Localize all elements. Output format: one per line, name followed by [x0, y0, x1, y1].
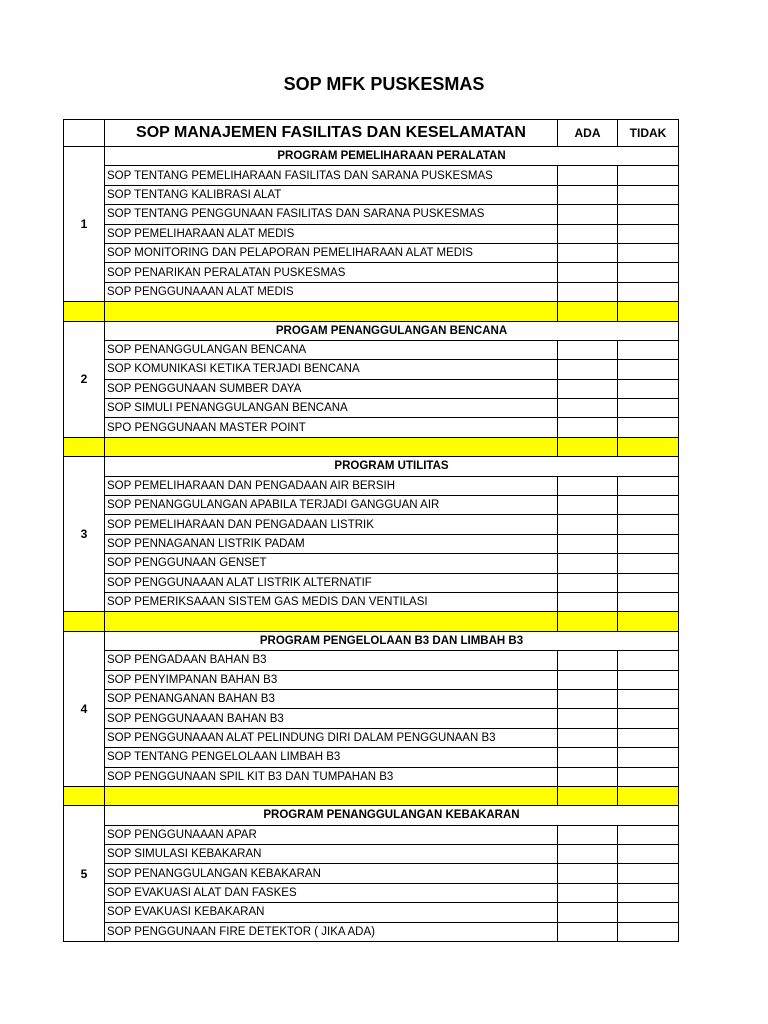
ada-cell[interactable]: [558, 845, 618, 864]
sop-item-label: SOP TENTANG PEMELIHARAAN FASILITAS DAN SARANA PUSKESMAS: [105, 166, 558, 185]
tidak-cell[interactable]: [618, 864, 679, 883]
ada-cell[interactable]: [558, 515, 618, 534]
table-main-header: SOP MANAJEMEN FASILITAS DAN KESELAMATAN: [105, 120, 558, 147]
ada-cell[interactable]: [558, 205, 618, 224]
table-header-row: [64, 120, 679, 147]
program-title: PROGRAM PEMELIHARAAN PERALATAN: [105, 147, 679, 166]
table-row: [64, 496, 679, 515]
tidak-cell[interactable]: [618, 903, 679, 922]
page-title: SOP MFK PUSKESMAS: [283, 74, 485, 94]
sop-item-label: SOP PEMELIHARAAN DAN PENGADAAN LISTRIK: [105, 515, 558, 534]
table-row: [64, 651, 679, 670]
separator-cell: [558, 437, 618, 456]
program-title: PROGAM PENANGGULANGAN BENCANA: [105, 321, 679, 340]
tidak-cell[interactable]: [618, 166, 679, 185]
separator-cell: [105, 302, 558, 321]
separator-cell: [64, 786, 105, 805]
tidak-cell[interactable]: [618, 573, 679, 592]
sop-item-label: SOP EVAKUASI ALAT DAN FASKES: [105, 883, 558, 902]
ada-cell[interactable]: [558, 864, 618, 883]
ada-cell[interactable]: [558, 825, 618, 844]
section-number: 3: [64, 457, 105, 612]
sop-item-label: SOP PENGGUNAAAN APAR: [105, 825, 558, 844]
tidak-cell[interactable]: [618, 670, 679, 689]
tidak-cell[interactable]: [618, 651, 679, 670]
ada-cell[interactable]: [558, 399, 618, 418]
table-row: [64, 709, 679, 728]
table-row: [64, 825, 679, 844]
ada-cell[interactable]: [558, 573, 618, 592]
header-blank-cell: [64, 120, 105, 147]
program-title: PROGRAM PENANGGULANGAN KEBAKARAN: [105, 806, 679, 825]
table-row: [64, 748, 679, 767]
sop-item-label: SOP EVAKUASI KEBAKARAN: [105, 903, 558, 922]
program-title: PROGRAM PENGELOLAAN B3 DAN LIMBAH B3: [105, 631, 679, 650]
table-row: [64, 573, 679, 592]
ada-cell[interactable]: [558, 379, 618, 398]
sop-item-label: SOP PENARIKAN PERALATAN PUSKESMAS: [105, 263, 558, 282]
sop-item-label: SOP PENANGGULANGAN BENCANA: [105, 340, 558, 359]
tidak-cell[interactable]: [618, 534, 679, 553]
sop-item-label: SOP PENGGUNAAN FIRE DETEKTOR ( JIKA ADA): [105, 922, 558, 941]
separator-cell: [105, 612, 558, 631]
ada-cell[interactable]: [558, 709, 618, 728]
section-number: 2: [64, 321, 105, 437]
ada-cell[interactable]: [558, 263, 618, 282]
sop-item-label: SOP PEMELIHARAAN ALAT MEDIS: [105, 224, 558, 243]
ada-cell[interactable]: [558, 883, 618, 902]
program-row: [64, 147, 679, 166]
ada-cell[interactable]: [558, 689, 618, 708]
separator-cell: [558, 786, 618, 805]
separator-row: [64, 786, 679, 805]
sop-item-label: SOP PENGADAAN BAHAN B3: [105, 651, 558, 670]
sop-item-label: SOP TENTANG PENGELOLAAN LIMBAH B3: [105, 748, 558, 767]
ada-cell[interactable]: [558, 224, 618, 243]
separator-cell: [618, 302, 679, 321]
separator-cell: [558, 612, 618, 631]
ada-cell[interactable]: [558, 922, 618, 941]
sop-item-label: SOP PENGGUNAAAN ALAT LISTRIK ALTERNATIF: [105, 573, 558, 592]
tidak-cell[interactable]: [618, 243, 679, 262]
separator-cell: [618, 437, 679, 456]
table-row: [64, 379, 679, 398]
table-row: [64, 418, 679, 437]
tidak-cell[interactable]: [618, 340, 679, 359]
table-row: [64, 185, 679, 204]
sop-item-label: SOP PENANGANAN BAHAN B3: [105, 689, 558, 708]
sop-item-label: SOP PENANGGULANGAN KEBAKARAN: [105, 864, 558, 883]
separator-cell: [558, 302, 618, 321]
separator-row: [64, 612, 679, 631]
sop-item-label: SOP PEMERIKSAAAN SISTEM GAS MEDIS DAN VENTILASI: [105, 592, 558, 611]
table-row: [64, 166, 679, 185]
sop-item-label: SOP TENTANG PENGGUNAAN FASILITAS DAN SARANA PUSKESMAS: [105, 205, 558, 224]
table-row: [64, 767, 679, 786]
ada-cell[interactable]: [558, 728, 618, 747]
table-row: [64, 360, 679, 379]
program-row: [64, 806, 679, 825]
ada-cell[interactable]: [558, 166, 618, 185]
column-header-ada: ADA: [558, 120, 618, 147]
ada-cell[interactable]: [558, 767, 618, 786]
separator-cell: [64, 612, 105, 631]
table-row: [64, 205, 679, 224]
tidak-cell[interactable]: [618, 515, 679, 534]
tidak-cell[interactable]: [618, 728, 679, 747]
ada-cell[interactable]: [558, 476, 618, 495]
section-number: 5: [64, 806, 105, 942]
table-row: [64, 554, 679, 573]
program-row: [64, 631, 679, 650]
ada-cell[interactable]: [558, 496, 618, 515]
ada-cell[interactable]: [558, 185, 618, 204]
program-row: [64, 321, 679, 340]
ada-cell[interactable]: [558, 554, 618, 573]
table-row: [64, 476, 679, 495]
table-row: [64, 922, 679, 941]
table-row: [64, 224, 679, 243]
tidak-cell[interactable]: [618, 360, 679, 379]
separator-cell: [105, 786, 558, 805]
tidak-cell[interactable]: [618, 496, 679, 515]
tidak-cell[interactable]: [618, 282, 679, 301]
separator-cell: [618, 612, 679, 631]
table-row: [64, 845, 679, 864]
tidak-cell[interactable]: [618, 554, 679, 573]
separator-cell: [64, 302, 105, 321]
separator-cell: [618, 786, 679, 805]
tidak-cell[interactable]: [618, 418, 679, 437]
separator-cell: [64, 437, 105, 456]
program-row: [64, 457, 679, 476]
table-row: [64, 903, 679, 922]
tidak-cell[interactable]: [618, 379, 679, 398]
ada-cell[interactable]: [558, 651, 618, 670]
ada-cell[interactable]: [558, 903, 618, 922]
ada-cell[interactable]: [558, 282, 618, 301]
tidak-cell[interactable]: [618, 709, 679, 728]
table-row: [64, 728, 679, 747]
section-number: 1: [64, 147, 105, 302]
sop-item-label: SOP PENGGUNAAN GENSET: [105, 554, 558, 573]
tidak-cell[interactable]: [618, 845, 679, 864]
tidak-cell[interactable]: [618, 205, 679, 224]
sop-item-label: SOP PENGGUNAAAN ALAT MEDIS: [105, 282, 558, 301]
tidak-cell[interactable]: [618, 263, 679, 282]
table-row: [64, 883, 679, 902]
ada-cell[interactable]: [558, 592, 618, 611]
ada-cell[interactable]: [558, 243, 618, 262]
ada-cell[interactable]: [558, 670, 618, 689]
separator-row: [64, 302, 679, 321]
sop-item-label: SOP MONITORING DAN PELAPORAN PEMELIHARAAN ALAT MEDIS: [105, 243, 558, 262]
tidak-cell[interactable]: [618, 825, 679, 844]
sop-item-label: SOP PEMELIHARAAN DAN PENGADAAN AIR BERSIH: [105, 476, 558, 495]
table-row: [64, 282, 679, 301]
table-row: [64, 534, 679, 553]
table-row: [64, 689, 679, 708]
tidak-cell[interactable]: [618, 767, 679, 786]
program-title: PROGRAM UTILITAS: [105, 457, 679, 476]
table-row: [64, 515, 679, 534]
sop-item-label: SOP SIMULASI KEBAKARAN: [105, 845, 558, 864]
tidak-cell[interactable]: [618, 476, 679, 495]
tidak-cell[interactable]: [618, 883, 679, 902]
table-row: [64, 670, 679, 689]
sop-item-label: SOP PENGGUNAAN SUMBER DAYA: [105, 379, 558, 398]
sop-checklist-table: [63, 119, 679, 942]
tidak-cell[interactable]: [618, 185, 679, 204]
table-row: [64, 243, 679, 262]
sop-item-label: SOP PENGGUNAAN SPIL KIT B3 DAN TUMPAHAN B3: [105, 767, 558, 786]
separator-cell: [105, 437, 558, 456]
tidak-cell[interactable]: [618, 224, 679, 243]
sop-item-label: SPO PENGGUNAAN MASTER POINT: [105, 418, 558, 437]
ada-cell[interactable]: [558, 748, 618, 767]
column-header-tidak: TIDAK: [618, 120, 679, 147]
tidak-cell[interactable]: [618, 592, 679, 611]
ada-cell[interactable]: [558, 534, 618, 553]
table-row: [64, 399, 679, 418]
tidak-cell[interactable]: [618, 922, 679, 941]
table-row: [64, 340, 679, 359]
sop-item-label: SOP PENANGGULANGAN APABILA TERJADI GANGGUAN AIR: [105, 496, 558, 515]
sop-item-label: SOP PENNAGANAN LISTRIK PADAM: [105, 534, 558, 553]
tidak-cell[interactable]: [618, 689, 679, 708]
ada-cell[interactable]: [558, 418, 618, 437]
tidak-cell[interactable]: [618, 748, 679, 767]
sop-item-label: SOP PENGGUNAAAN BAHAN B3: [105, 709, 558, 728]
sop-item-label: SOP TENTANG KALIBRASI ALAT: [105, 185, 558, 204]
section-number: 4: [64, 631, 105, 786]
table-row: [64, 592, 679, 611]
table-row: [64, 263, 679, 282]
ada-cell[interactable]: [558, 360, 618, 379]
tidak-cell[interactable]: [618, 399, 679, 418]
ada-cell[interactable]: [558, 340, 618, 359]
sop-item-label: SOP KOMUNIKASI KETIKA TERJADI BENCANA: [105, 360, 558, 379]
sop-item-label: SOP PENYIMPANAN BAHAN B3: [105, 670, 558, 689]
sop-item-label: SOP PENGGUNAAAN ALAT PELINDUNG DIRI DALAM PENGGUNAAN B3: [105, 728, 558, 747]
table-row: [64, 864, 679, 883]
separator-row: [64, 437, 679, 456]
sop-item-label: SOP SIMULI PENANGGULANGAN BENCANA: [105, 399, 558, 418]
